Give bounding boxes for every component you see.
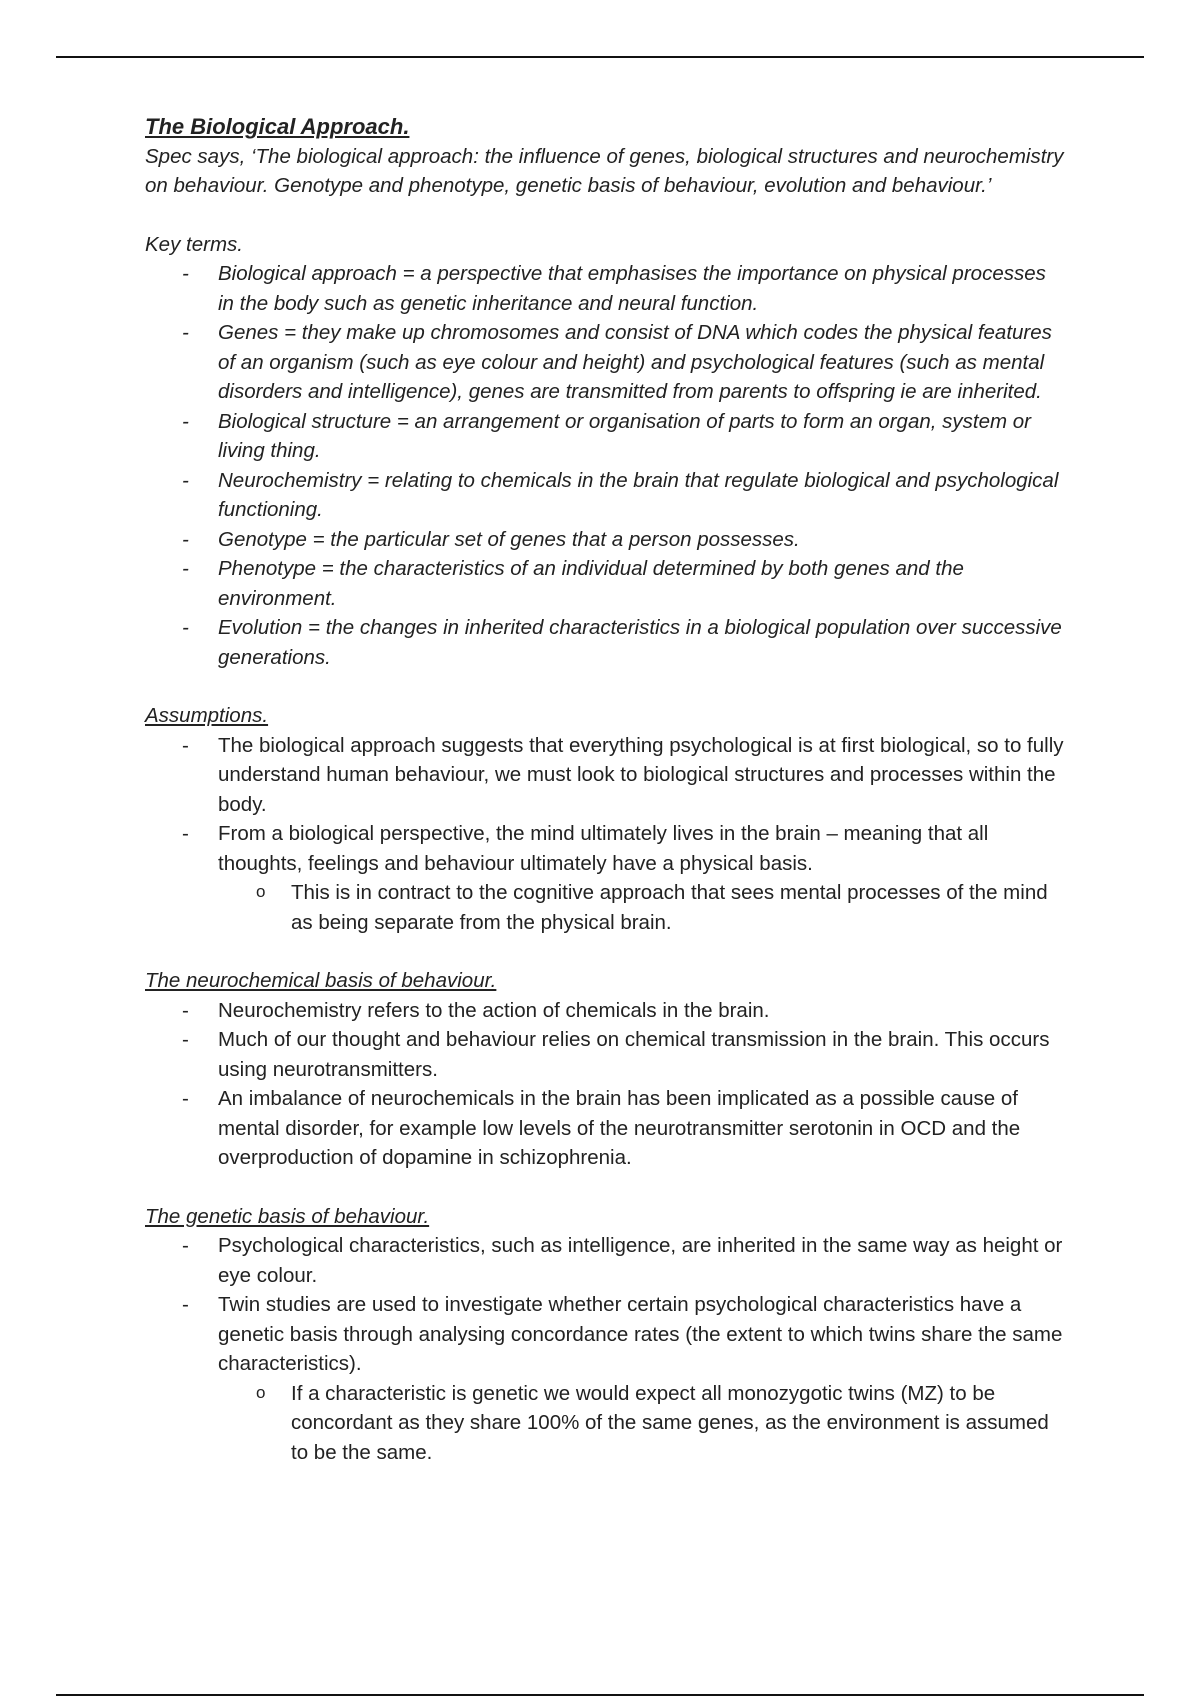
list-item: - Neurochemistry = relating to chemicals in the brain that regulate biological and psychological functioning. (145, 466, 1065, 525)
document-page (145, 112, 1065, 1467)
genetic-sub-list (218, 1379, 1065, 1468)
neurochemical-heading: The neurochemical basis of behaviour. (145, 969, 497, 992)
list-item: - From a biological perspective, the mind ultimately lives in the brain – meaning that all thoughts, feelings and behaviour ultimately have a physical basis. (145, 819, 1065, 878)
genetic-list (145, 1231, 1065, 1467)
sub-list-container (145, 1379, 1065, 1468)
list-item: - An imbalance of neurochemicals in the brain has been implicated as a possible cause of mental disorder, for example low levels of the neurotransmitter serotonin in OCD and the overproduction of dopamine in schizophrenia. (145, 1084, 1065, 1173)
header-rule (56, 56, 1144, 58)
list-item: - The biological approach suggests that everything psychological is at first biological, so to fully understand human behaviour, we must look to biological structures and processes within the body. (145, 731, 1065, 820)
footer-rule (56, 1694, 1144, 1696)
genetic-heading: The genetic basis of behaviour. (145, 1204, 430, 1228)
assumptions-list (145, 731, 1065, 938)
assumptions-heading: Assumptions. (145, 704, 269, 727)
sub-list-item: o This is in contract to the cognitive approach that sees mental processes of the mind as being separate from the physical brain. (218, 878, 1065, 937)
list-item: - Biological approach = a perspective that emphasises the importance on physical processes in the body such as genetic inheritance and neural function. (145, 259, 1065, 318)
sub-list-item: o If a characteristic is genetic we would expect all monozygotic twins (MZ) to be concordant as they share 100% of the same genes, as the environment is assumed to be the same. (218, 1379, 1065, 1468)
spec-paragraph: Spec says, ‘The biological approach: the influence of genes, biological structures and neurochemistry on behaviour. Genotype and phenotype, genetic basis of behaviour, evolution and behaviour.’ (145, 144, 1064, 197)
list-item: - Neurochemistry refers to the action of chemicals in the brain. (145, 996, 1065, 1026)
list-item: - Genes = they make up chromosomes and consist of DNA which codes the physical features of an organism (such as eye colour and height) and psychological features (such as mental disorders and intelligence), genes are transmitted from parents to offspring ie are inherited. (145, 318, 1065, 407)
list-item: - Phenotype = the characteristics of an individual determined by both genes and the environment. (145, 554, 1065, 613)
list-item: - Genotype = the particular set of genes that a person possesses. (145, 525, 1065, 555)
key-terms-heading: Key terms. (145, 232, 243, 256)
neurochemical-list (145, 996, 1065, 1173)
list-item: - Twin studies are used to investigate whether certain psychological characteristics have a genetic basis through analysing concordance rates (the extent to which twins share the same characteristics). (145, 1290, 1065, 1379)
list-item: - Biological structure = an arrangement or organisation of parts to form an organ, system or living thing. (145, 407, 1065, 466)
assumptions-sub-list (218, 878, 1065, 937)
key-terms-list (145, 259, 1065, 672)
list-item: - Psychological characteristics, such as intelligence, are inherited in the same way as height or eye colour. (145, 1231, 1065, 1290)
document-title: The Biological Approach. (145, 114, 410, 139)
sub-list-container (145, 878, 1065, 937)
list-item: - Much of our thought and behaviour relies on chemical transmission in the brain. This occurs using neurotransmitters. (145, 1025, 1065, 1084)
list-item: - Evolution = the changes in inherited characteristics in a biological population over successive generations. (145, 613, 1065, 672)
